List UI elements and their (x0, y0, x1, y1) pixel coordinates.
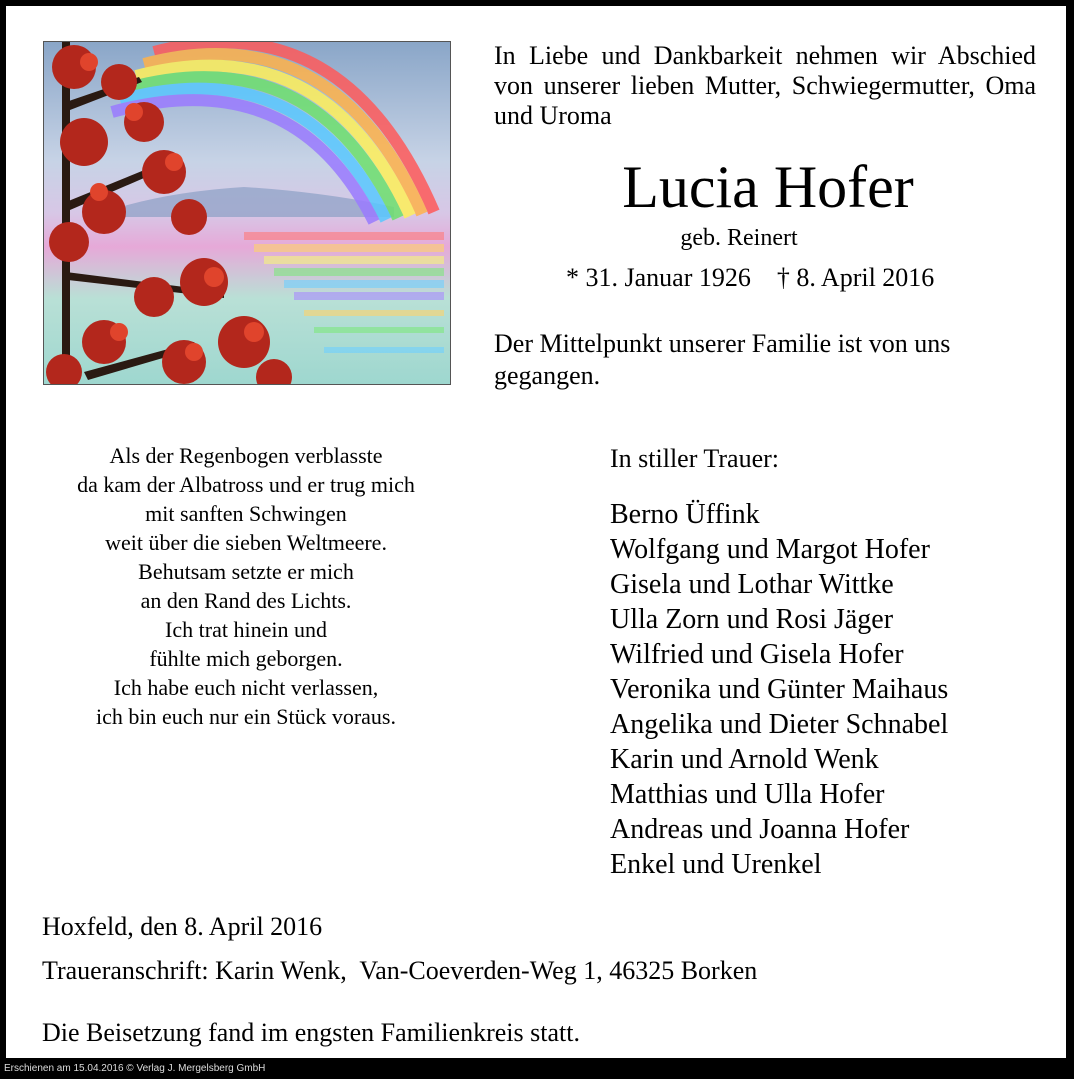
poem (36, 441, 456, 731)
burial-note: Die Beisetzung fand im engsten Familienkreis statt. (42, 1018, 580, 1047)
poem-line: mit sanften Schwingen (145, 501, 347, 526)
family-member: Angelika und Dieter Schnabel (610, 709, 949, 740)
rainbow-picture (43, 41, 451, 385)
publication-footer: Erschienen am 15.04.2016 © Verlag J. Mergelsberg GmbH (4, 1063, 266, 1074)
obituary-sheet (6, 6, 1066, 1058)
birth-date: * 31. Januar 1926 (566, 263, 751, 292)
life-dates (566, 263, 934, 293)
poem-line: weit über die sieben Weltmeere. (105, 530, 387, 555)
family-member: Karin und Arnold Wenk (610, 744, 879, 775)
deceased-name: Lucia Hofer (622, 154, 914, 220)
family-member: Ulla Zorn und Rosi Jäger (610, 604, 894, 635)
place-date: Hoxfeld, den 8. April 2016 (42, 912, 323, 941)
family-member: Berno Üffink (610, 499, 760, 530)
poem-line: Als der Regenbogen verblasste (109, 443, 383, 468)
poem-line: Ich trat hinein und (165, 617, 327, 642)
poem-line: ich bin euch nur ein Stück voraus. (96, 704, 396, 729)
family-member: Wolfgang und Margot Hofer (610, 534, 930, 565)
poem-line: an den Rand des Lichts. (140, 588, 352, 613)
mourning-address (42, 956, 757, 986)
maiden-name: geb. Reinert (680, 225, 798, 251)
family-member: Matthias und Ulla Hofer (610, 779, 885, 810)
rainbow-tree-picture (44, 42, 450, 384)
family-member: Veronika und Günter Maihaus (610, 674, 949, 705)
poem-line: Ich habe euch nicht verlassen, (113, 675, 379, 700)
address-text: Karin Wenk, Van-Coeverden-Weg 1, 46325 Borken (215, 956, 758, 985)
poem-line: Behutsam setzte er mich (138, 559, 354, 584)
family-list (610, 497, 948, 882)
family-member: Enkel und Urenkel (610, 849, 822, 880)
mourning-label: In stiller Trauer: (610, 444, 779, 473)
center-text: Der Mittelpunkt unserer Familie ist von uns gegangen. (494, 329, 951, 390)
poem-line: da kam der Albatross und er trug mich (77, 472, 415, 497)
death-date: † 8. April 2016 (776, 263, 935, 292)
address-label: Traueranschrift: (42, 956, 209, 985)
poem-line: fühlte mich geborgen. (149, 646, 343, 671)
family-member: Gisela und Lothar Wittke (610, 569, 894, 600)
intro-text: In Liebe und Dankbarkeit nehmen wir Abschied von unserer lieben Mutter, Schwiegermutter, Oma und Uroma (494, 41, 1036, 130)
family-member: Wilfried und Gisela Hofer (610, 639, 904, 670)
family-member: Andreas und Joanna Hofer (610, 814, 910, 845)
